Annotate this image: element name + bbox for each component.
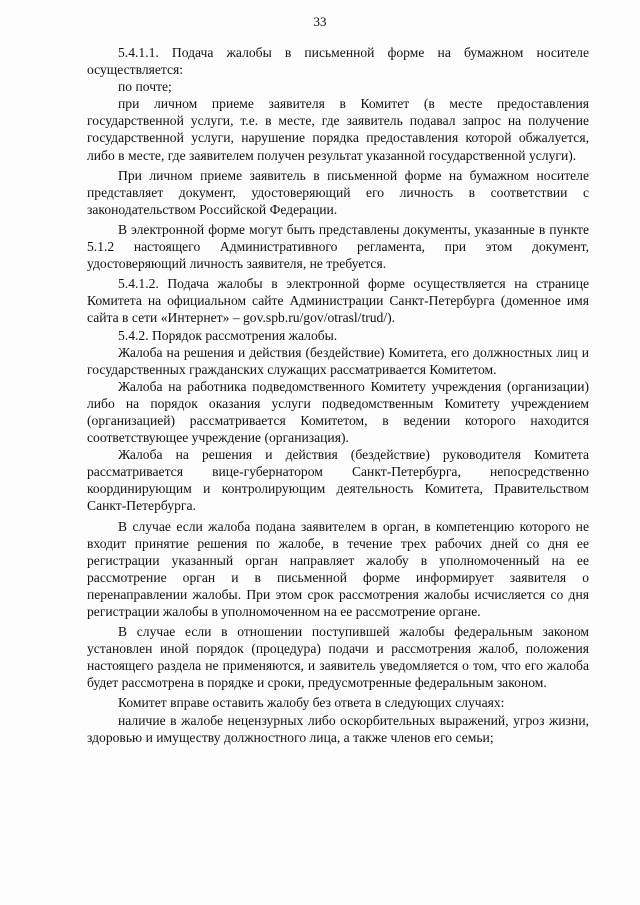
paragraph-wrong-authority: В случае если жалоба подана заявителем в орган, в компетенцию которого не входит принятие решения по жалобе, в течение трех рабочих дней со дня ее регистрации указанный орган направляет жалобу в уполномоченный на ее рассмотрение орган и в письменной форме информирует заявителя о перенаправлении жалобы. При этом срок рассмотрения жалобы исчисляется со дня регистрации жалобы в уполномоченном на ее рассмотрение органе. xyxy=(87,518,589,619)
document-body xyxy=(87,44,589,746)
paragraph-5-4-1-1: 5.4.1.1. Подача жалобы в письменной форме на бумажном носителе осуществляется: xyxy=(87,45,589,78)
paragraph-electronic-documents: В электронной форме могут быть представлены документы, указанные в пункте 5.1.2 настоящего Административного регламента, при этом документ, удостоверяющий личность заявителя, не требуется. xyxy=(87,221,589,272)
paragraph-obscene-language: наличие в жалобе нецензурных либо оскорбительных выражений, угроз жизни, здоровью и имуществу должностного лица, а также членов его семьи; xyxy=(87,712,589,745)
paragraph-subordinate-institution: Жалоба на работника подведомственного Комитету учреждения (организации) либо на порядок оказания услуги подведомственным Комитету учреждением (организацией) рассматривается Комитетом, в ведении которого находится соответствующее учреждение (организация). xyxy=(87,378,589,446)
paragraph-personal-reception: при личном приеме заявителя в Комитет (в месте предоставления государственной услуги, т.е. в месте, где заявитель подавал запрос на получение государственной услуги, нарушение порядка предоставления которой обжалуется, либо в месте, где заявителем получен результат указанной государственной услуги). xyxy=(87,96,589,163)
paragraph-head-of-committee: Жалоба на решения и действия (бездействие) руководителя Комитета рассматривается вице-губернатором Санкт-Петербурга, непосредственно координирующим и контролирующим деятельность Комитета, Правительством Санкт-Петербурга. xyxy=(87,447,589,514)
paragraph-federal-law: В случае если в отношении поступившей жалобы федеральным законом установлен иной порядок (процедура) подачи и рассмотрения жалоб, положения настоящего раздела не применяются, и заявитель уведомляется о том, что его жалоба будет рассмотрена в порядке и сроки, предусмотренные федеральным законом. xyxy=(87,624,589,691)
paragraph-committee-complaints: Жалоба на решения и действия (бездействие) Комитета, его должностных лиц и государственных гражданских служащих рассматривается Комитетом. xyxy=(87,344,589,377)
paragraph-by-mail: по почте; xyxy=(118,79,172,95)
page-number: 33 xyxy=(313,14,327,29)
paragraph-5-4-1-2: 5.4.1.2. Подача жалобы в электронной форме осуществляется на странице Комитета на официальном сайте Администрации Санкт-Петербурга (доменное имя сайта в сети «Интернет» – gov.spb.ru/gov/otrasl/trud/). xyxy=(87,276,589,326)
paragraph-no-reply-cases: Комитет вправе оставить жалобу без ответа в следующих случаях: xyxy=(118,695,505,711)
paragraph-identity-document: При личном приеме заявитель в письменной форме на бумажном носителе представляет документ, удостоверяющий его личность в соответствии с законодательством Российской Федерации. xyxy=(87,167,589,217)
paragraph-5-4-2-heading: 5.4.2. Порядок рассмотрения жалобы. xyxy=(118,327,338,343)
